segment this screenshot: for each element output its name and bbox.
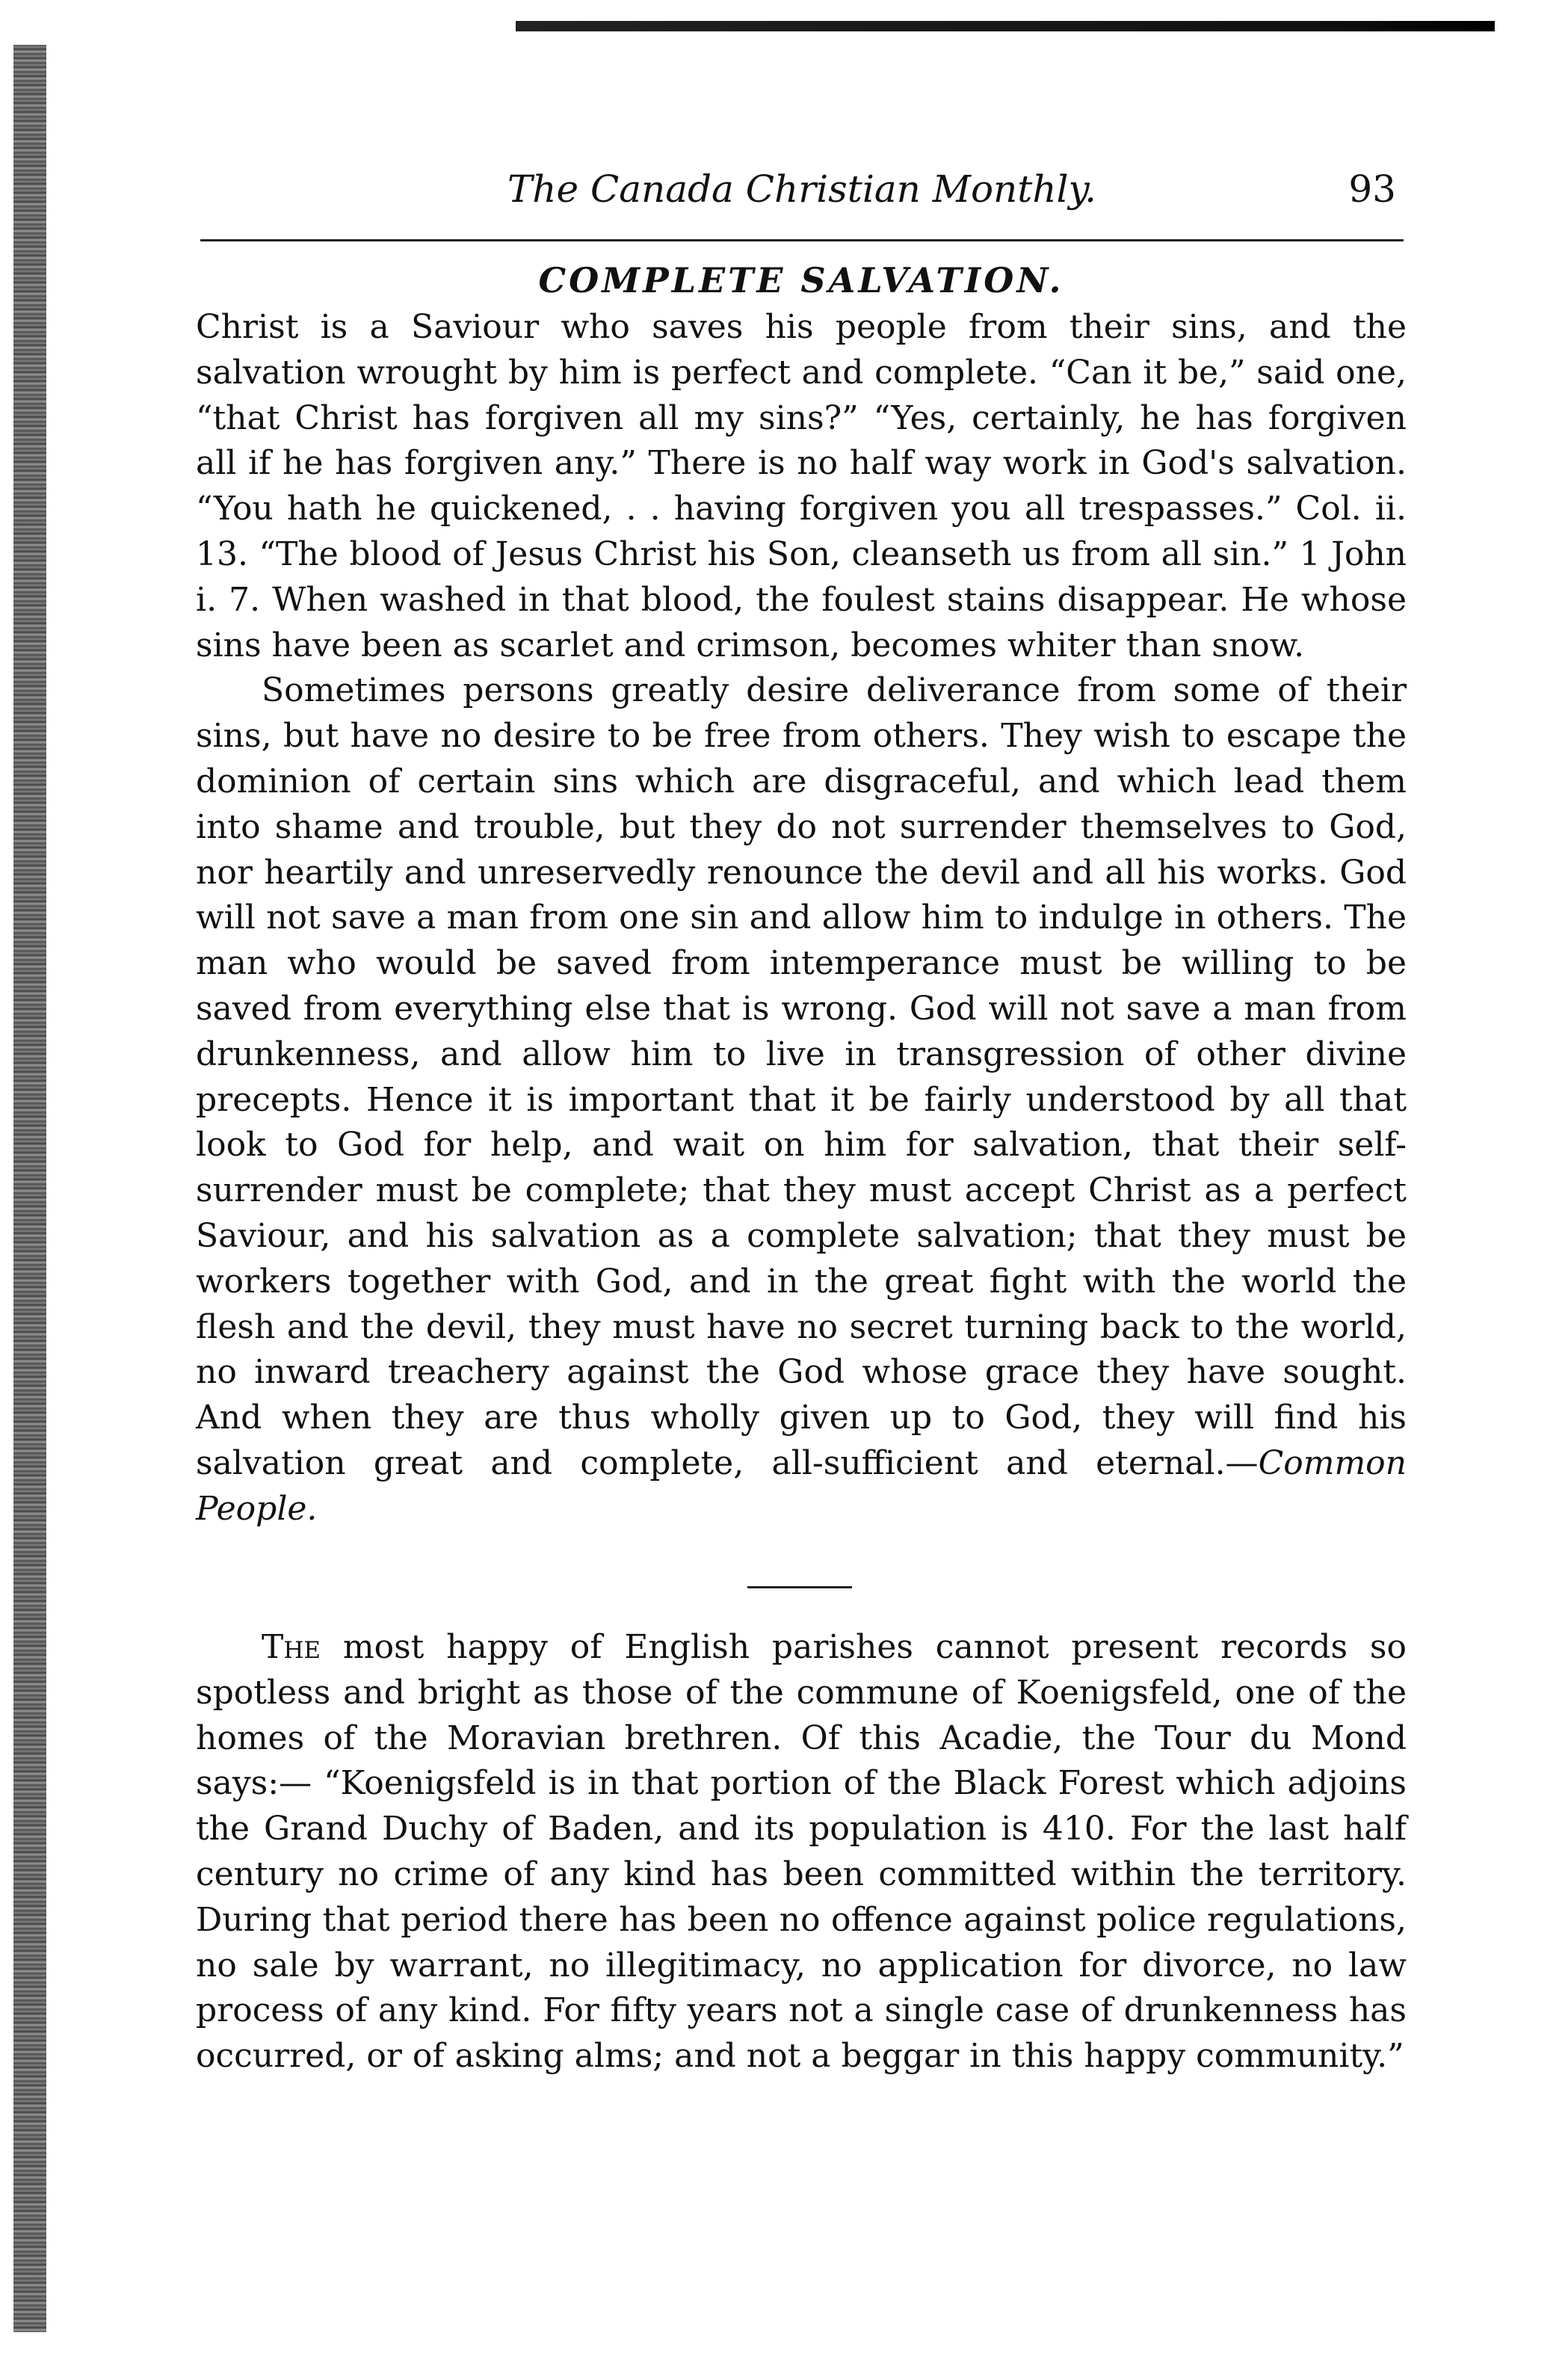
article-paragraph-2 — [196, 668, 1407, 1532]
lead-word: The — [262, 1628, 321, 1666]
article-koenigsfeld — [196, 1625, 1407, 2079]
article-paragraph-1: Christ is a Saviour who saves his people from their sins, and the salvation wrought by him is perfect and complete. “Can it be,” said one, “that Christ has forgiven all my sins?” “Yes, certainly, he has forgiven all if he has forgiven any.” There is no half way work in God's salvation. “You hath he quickened, . . having forgiven you all trespasses.” Col. ii. 13. “The blood of Jesus Christ his Son, cleanseth us from all sin.” 1 John i. 7. When washed in that blood, the foulest stains disappear. He whose sins have been as scarlet and crimson, becomes whiter than snow. — [196, 308, 1407, 665]
attribution: Common People. — [196, 1443, 1407, 1528]
header-rule — [200, 239, 1404, 241]
article-2-paragraph — [196, 1625, 1407, 2079]
running-title: The Canada Christian Monthly. — [507, 167, 1097, 211]
top-rule — [516, 21, 1495, 31]
binding-edge-artifact — [13, 45, 46, 2332]
paragraph-2-text: Sometimes persons greatly desire deliverance from some of their sins, but have no desire to be free from others. They wish to escape the dominion of certain sins which are disgraceful, and which lead them into shame and trouble, but they do not surrender themselves to God, nor heartily and unreservedly renounce the devil and all his works. God will not save a man from one sin and allow him to indulge in others. The man who would be saved from intemperance must be willing to be saved from everything else that is wrong. God will not save a man from drunkenness, and allow him to live in transgression of other divine precepts. Hence it is important that it be fairly understood by all that look to God for help, and wait on him for salvation, that their self-surrender must be complete; that they must accept Christ as a perfect Saviour, and his salvation as a complete salvation; that they must be workers together with God, and in the great fight with the world the flesh and the devil, they must have no secret turning back to the world, no inward treachery against the God whose grace they have sought. And when they are thus wholly given up to God, they will find his salvation great and complete, all-sufficient and eternal.— — [196, 671, 1407, 1482]
page-header — [200, 163, 1404, 215]
page-number: 93 — [1348, 167, 1396, 211]
article-complete-salvation — [196, 256, 1407, 1532]
article-2-text: most happy of English parishes cannot present records so spotless and bright as those of the commune of Koenigsfeld, one of the homes of the Moravian brethren. Of this Acadie, the Tour du Mond says:— “Koenigsfeld is in that portion of the Black Forest which adjoins the Grand Duchy of Baden, and its population is 410. For the last half century no crime of any kind has been committed within the territory. During that period there has been no offence against police regulations, no sale by warrant, no illegitimacy, no application for divorce, no law process of any kind. For fifty years not a single case of drunkenness has occurred, or of asking alms; and not a beggar in this happy community.” — [196, 1628, 1407, 2076]
article-title: COMPLETE SALVATION. — [538, 260, 1064, 300]
section-divider — [747, 1586, 852, 1588]
